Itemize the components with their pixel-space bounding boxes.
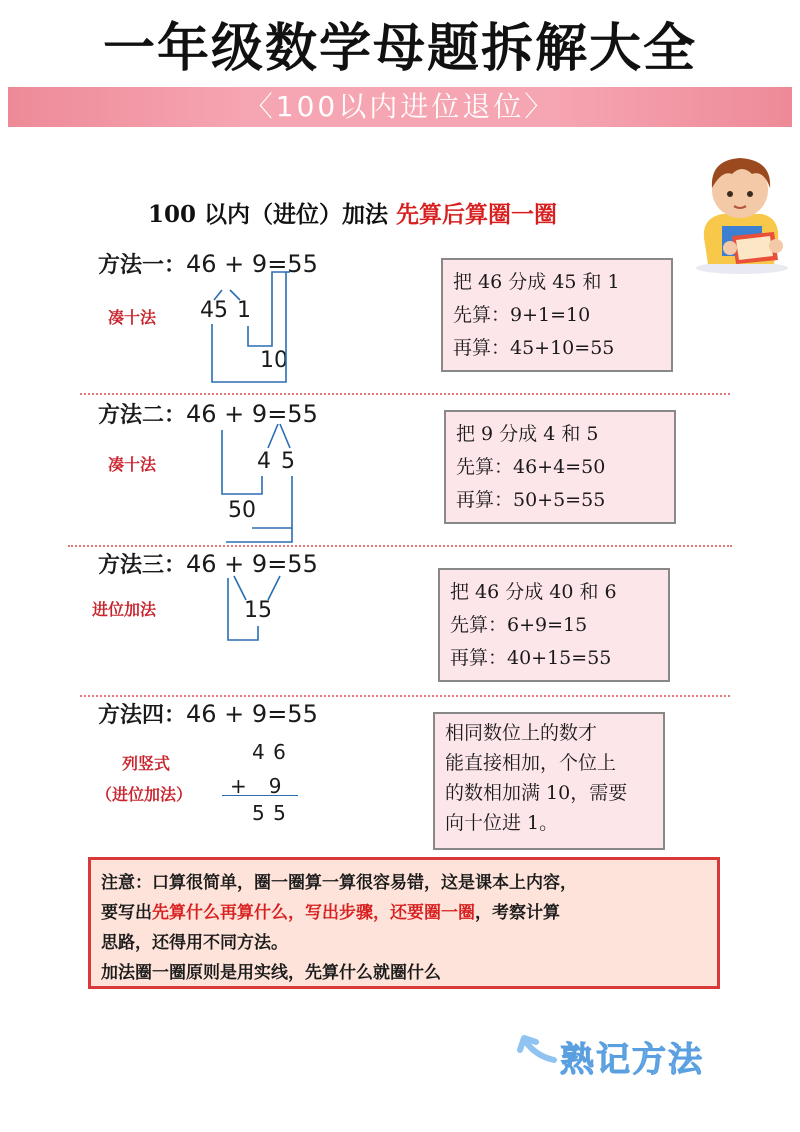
subtitle-banner: 〈100以内进位退位〉 xyxy=(8,87,792,127)
method-1-split-b: 1 xyxy=(237,298,251,323)
method-2-step-first: 先算：46+4=50 xyxy=(456,456,606,478)
note-line-3: 思路，还得用不同方法。 xyxy=(101,933,288,953)
vertical-addend-top: 4 6 xyxy=(252,740,287,764)
note-line-2-highlight: 先算什么再算什么，写出步骤，还要圈一圈 xyxy=(152,903,475,923)
note-line-2-post: ，考察计算 xyxy=(475,903,560,923)
method-2-step-then: 再算：50+5=55 xyxy=(456,489,606,511)
method-1 xyxy=(98,248,318,279)
boy-reading-illustration xyxy=(682,148,792,276)
method-2-partial: 50 xyxy=(228,498,256,523)
method-4-rule-line1: 相同数位上的数才 xyxy=(445,722,598,744)
section-heading xyxy=(148,196,557,229)
method-2-explain-box xyxy=(444,410,676,524)
method-3-equation: 46 + 9=55 xyxy=(186,550,318,578)
note-line-2-pre: 要写出 xyxy=(101,903,152,923)
method-4-rule-line2: 能直接相加，个位上 xyxy=(445,752,617,774)
method-3-explain-box xyxy=(438,568,670,682)
method-2-step-split: 把 9 分成 4 和 5 xyxy=(456,423,599,445)
method-4-equation: 46 + 9=55 xyxy=(186,700,318,728)
method-3-partial: 15 xyxy=(244,598,272,623)
method-2-label: 方法二： xyxy=(98,402,187,428)
vertical-sum: 5 5 xyxy=(252,801,287,825)
method-2-split-a: 4 xyxy=(257,449,271,474)
method-3-step-first: 先算：6+9=15 xyxy=(450,614,588,636)
method-2-tag: 凑十法 xyxy=(108,455,157,474)
arrow-icon xyxy=(516,1034,558,1068)
method-1-label: 方法一： xyxy=(98,252,187,278)
method-2 xyxy=(98,398,318,429)
method-3-tag: 进位加法 xyxy=(92,600,157,619)
method-4 xyxy=(98,698,318,729)
method-4-rule-line3: 的数相加满 10，需要 xyxy=(445,782,628,804)
method-3 xyxy=(98,548,318,579)
method-2-split-b: 5 xyxy=(281,449,295,474)
section-divider xyxy=(80,695,730,697)
method-4-explain-box xyxy=(433,712,665,850)
method-3-step-then: 再算：40+15=55 xyxy=(450,647,612,669)
method-4-tag-sub: （进位加法） xyxy=(96,785,193,804)
method-1-explain-box xyxy=(441,258,673,372)
note-line-1: 注意：口算很简单，圈一圈算一算很容易错，这是课本上内容， xyxy=(101,873,577,893)
page-title: 一年级数学母题拆解大全 xyxy=(102,19,697,79)
method-2-equation: 46 + 9=55 xyxy=(186,400,318,428)
vertical-addend-bottom: + 9 xyxy=(230,774,283,798)
method-1-step-first: 先算：9+1=10 xyxy=(453,304,591,326)
vertical-sum-line xyxy=(222,795,298,796)
note-line-4: 加法圈一圈原则是用实线，先算什么就圈什么 xyxy=(101,963,441,983)
method-1-split-a: 45 xyxy=(200,298,228,323)
method-1-partial: 10 xyxy=(260,348,288,373)
method-1-tag: 凑十法 xyxy=(108,308,157,327)
memo-text: 熟记方法 xyxy=(560,1040,704,1080)
section-divider xyxy=(68,545,732,547)
method-4-tag: 列竖式 xyxy=(122,754,171,773)
section-heading-main: 100 以内（进位）加法 xyxy=(148,201,389,228)
method-3-step-split: 把 46 分成 40 和 6 xyxy=(450,581,617,603)
method-3-label: 方法三： xyxy=(98,552,187,578)
method-1-step-then: 再算：45+10=55 xyxy=(453,337,615,359)
method-1-equation: 46 + 9=55 xyxy=(186,250,318,278)
section-divider xyxy=(80,393,730,395)
section-heading-highlight: 先算后算圈一圈 xyxy=(396,201,558,228)
method-4-rule-line4: 向十位进 1。 xyxy=(445,812,559,834)
note-box xyxy=(88,857,720,989)
method-1-step-split: 把 46 分成 45 和 1 xyxy=(453,271,620,293)
method-4-label: 方法四： xyxy=(98,702,187,728)
note-line-2 xyxy=(101,898,707,928)
